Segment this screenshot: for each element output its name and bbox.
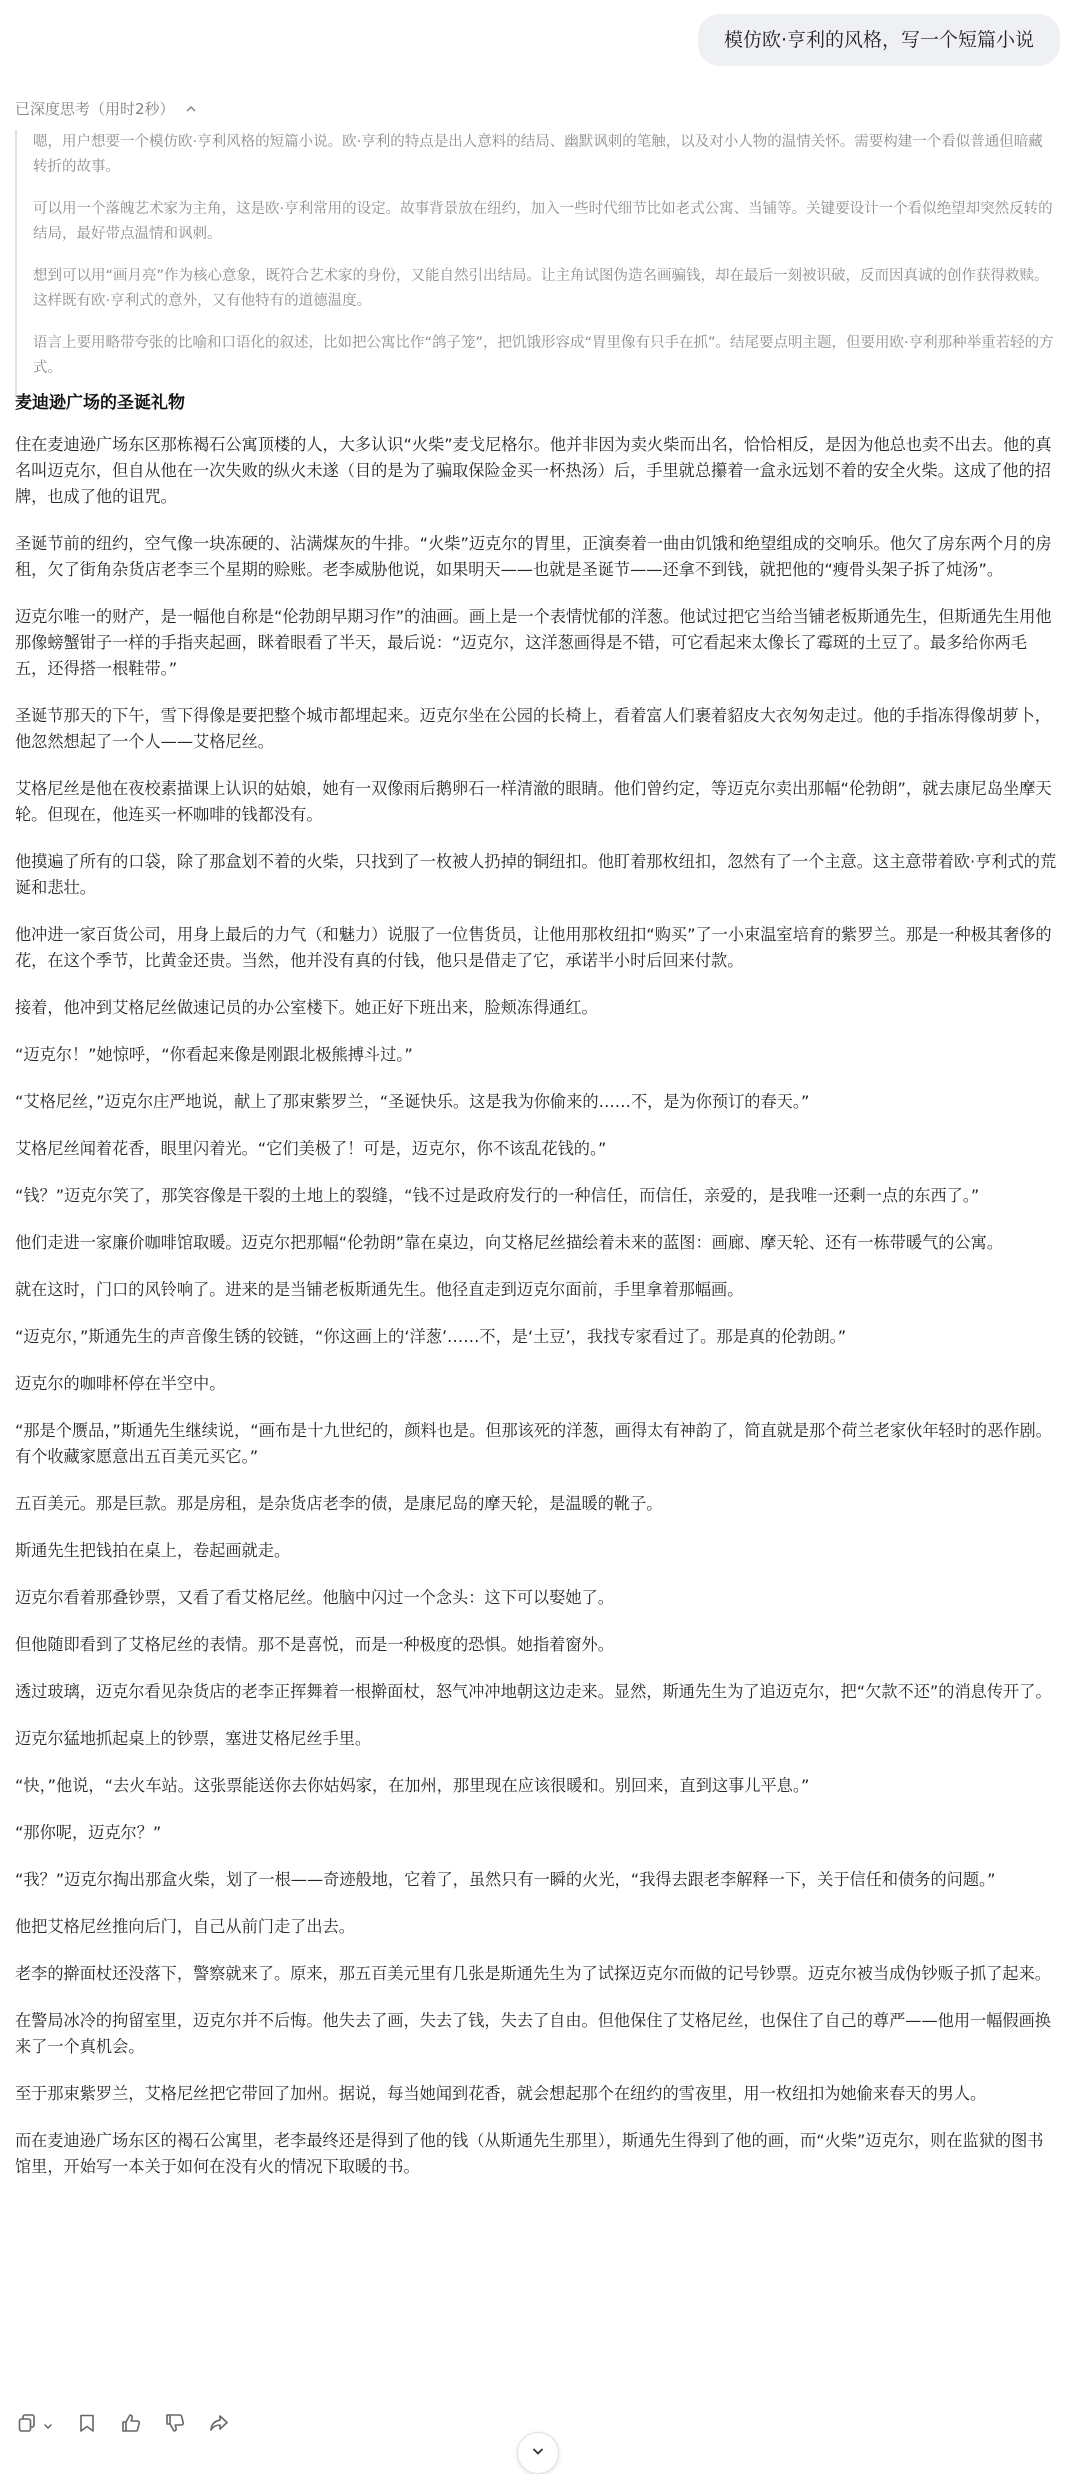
story-paragraph: “迈克尔，”斯通先生的声音像生锈的铰链，“你这画上的‘洋葱’……不，是‘土豆’，我找专家看过了。那是真的伦勃朗。” xyxy=(15,1327,847,1346)
scroll-to-bottom-button[interactable] xyxy=(517,2432,559,2474)
copy-button[interactable] xyxy=(16,2412,54,2434)
user-message-bubble xyxy=(698,14,1060,66)
story-paragraph: 透过玻璃，迈克尔看见杂货店的老李正挥舞着一根擀面杖，怒气冲冲地朝这边走来。显然，斯通先生为了追迈克尔，把“欠款不还”的消息传开了。 xyxy=(15,1682,1052,1701)
thinking-header-label: 已深度思考（用时2秒） xyxy=(15,100,175,118)
story-paragraph: 斯通先生把钱拍在桌上，卷起画就走。 xyxy=(15,1541,291,1560)
story-paragraph: 他们走进一家廉价咖啡馆取暖。迈克尔把那幅“伦勃朗”靠在桌边，向艾格尼丝描绘着未来的蓝图：画廊、摩天轮、还有一栋带暖气的公寓。 xyxy=(15,1233,1004,1252)
story-paragraph: 他冲进一家百货公司，用身上最后的力气（和魅力）说服了一位售货员，让他用那枚纽扣“购买”了一小束温室培育的紫罗兰。那是一种极其奢侈的花，在这个季节，比黄金还贵。当然，他并没有真的付钱，他只是借走了它，承诺半小时后回来付款。 xyxy=(15,925,1052,970)
story-paragraph: “那你呢，迈克尔？” xyxy=(15,1823,162,1842)
thumbs-up-icon[interactable] xyxy=(120,2412,142,2434)
story-paragraph: 迈克尔的咖啡杯停在半空中。 xyxy=(15,1374,226,1393)
user-message-text: 模仿欧·亨利的风格，写一个短篇小说 xyxy=(723,29,1034,51)
story-paragraph: 迈克尔看着那叠钞票，又看了看艾格尼丝。他脑中闪过一个念头：这下可以娶她了。 xyxy=(15,1588,614,1607)
thinking-paragraph: 语言上要用略带夸张的比喻和口语化的叙述，比如把公寓比作“鸽子笼”，把饥饿形容成“胃里像有只手在抓”。结尾要点明主题，但要用欧·亨利那种举重若轻的方式。 xyxy=(33,335,1054,376)
story-paragraph: 他把艾格尼丝推向后门，自己从前门走了出去。 xyxy=(15,1917,355,1936)
story-paragraph: 至于那束紫罗兰，艾格尼丝把它带回了加州。据说，每当她闻到花香，就会想起那个在纽约的雪夜里，用一枚纽扣为她偷来春天的男人。 xyxy=(15,2084,987,2103)
chevron-down-icon xyxy=(42,2417,54,2429)
share-icon[interactable] xyxy=(208,2412,230,2434)
story-paragraph: 住在麦迪逊广场东区那栋褐石公寓顶楼的人，大多认识“火柴”麦戈尼格尔。他并非因为卖火柴而出名，恰恰相反，是因为他总也卖不出去。他的真名叫迈克尔，但自从他在一次失败的纵火未遂（目的是为了骗取保险金买一杯热汤）后，手里就总攥着一盒永远划不着的安全火柴。这成了他的招牌，也成了他的诅咒。 xyxy=(15,435,1052,506)
assistant-answer xyxy=(15,390,1058,2201)
thinking-paragraph: 想到可以用“画月亮”作为核心意象，既符合艺术家的身份，又能自然引出结局。让主角试图伪造名画骗钱，却在最后一刻被识破，反而因真诚的创作获得救赎。这样既有欧·亨利式的意外，又有他特有的道德温度。 xyxy=(33,268,1049,309)
story-paragraph: “我？”迈克尔掏出那盒火柴，划了一根——奇迹般地，它着了，虽然只有一瞬的火光，“我得去跟老李解释一下，关于信任和债务的问题。” xyxy=(15,1870,996,1889)
story-paragraph: 他摸遍了所有的口袋，除了那盒划不着的火柴，只找到了一枚被人扔掉的铜纽扣。他盯着那枚纽扣，忽然有了一个主意。这主意带着欧·亨利式的荒诞和悲壮。 xyxy=(15,852,1057,897)
story-paragraph: “钱？”迈克尔笑了，那笑容像是干裂的土地上的裂缝，“钱不过是政府发行的一种信任，而信任，亲爱的，是我唯一还剩一点的东西了。” xyxy=(15,1186,980,1205)
thinking-paragraph: 嗯，用户想要一个模仿欧·亨利风格的短篇小说。欧·亨利的特点是出人意料的结局、幽默讽刺的笔触，以及对小人物的温情关怀。需要构建一个看似普通但暗藏转折的故事。 xyxy=(33,134,1043,175)
story-paragraph: 五百美元。那是巨款。那是房租，是杂货店老李的债，是康尼岛的摩天轮，是温暖的靴子。 xyxy=(15,1494,663,1513)
story-paragraph: “迈克尔！”她惊呼，“你看起来像是刚跟北极熊搏斗过。” xyxy=(15,1045,413,1064)
message-action-bar xyxy=(16,2412,230,2434)
story-paragraph: 圣诞节前的纽约，空气像一块冻硬的、沾满煤灰的牛排。“火柴”迈克尔的胃里，正演奏着一曲由饥饿和绝望组成的交响乐。他欠了房东两个月的房租，欠了街角杂货店老李三个星期的赊账。老李威胁他说，如果明天——也就是圣诞节——还拿不到钱，就把他的“瘦骨头架子拆了炖汤”。 xyxy=(15,534,1052,579)
story-paragraph: 迈克尔唯一的财产，是一幅他自称是“伦勃朗早期习作”的油画。画上是一个表情忧郁的洋葱。他试过把它当给当铺老板斯通先生，但斯通先生用他那像螃蟹钳子一样的手指夹起画，眯着眼看了半天，最后说：“迈克尔，这洋葱画得是不错，可它看起来太像长了霉斑的土豆了。最多给你两毛五，还得搭一根鞋带。” xyxy=(15,607,1052,678)
thinking-content xyxy=(15,130,1055,398)
bookmark-icon[interactable] xyxy=(76,2412,98,2434)
story-paragraph: 迈克尔猛地抓起桌上的钞票，塞进艾格尼丝手里。 xyxy=(15,1729,372,1748)
thinking-paragraph: 可以用一个落魄艺术家为主角，这是欧·亨利常用的设定。故事背景放在纽约，加入一些时代细节比如老式公寓、当铺等。关键要设计一个看似绝望却突然反转的结局，最好带点温情和讽刺。 xyxy=(33,201,1053,242)
story-paragraph: 艾格尼丝是他在夜校素描课上认识的姑娘，她有一双像雨后鹅卵石一样清澈的眼睛。他们曾约定，等迈克尔卖出那幅“伦勃朗”，就去康尼岛坐摩天轮。但现在，他连买一杯咖啡的钱都没有。 xyxy=(15,779,1052,824)
thumbs-down-icon[interactable] xyxy=(164,2412,186,2434)
story-paragraph: 圣诞节那天的下午，雪下得像是要把整个城市都埋起来。迈克尔坐在公园的长椅上，看着富人们裹着貂皮大衣匆匆走过。他的手指冻得像胡萝卜，他忽然想起了一个人——艾格尼丝。 xyxy=(15,706,1051,751)
story-paragraph: 接着，他冲到艾格尼丝做速记员的办公室楼下。她正好下班出来，脸颊冻得通红。 xyxy=(15,998,598,1017)
story-paragraph: 就在这时，门口的风铃响了。进来的是当铺老板斯通先生。他径直走到迈克尔面前，手里拿着那幅画。 xyxy=(15,1280,744,1299)
story-paragraph: 但他随即看到了艾格尼丝的表情。那不是喜悦，而是一种极度的恐惧。她指着窗外。 xyxy=(15,1635,614,1654)
story-paragraph: 而在麦迪逊广场东区的褐石公寓里，老李最终还是得到了他的钱（从斯通先生那里），斯通先生得到了他的画，而“火柴”迈克尔，则在监狱的图书馆里，开始写一本关于如何在没有火的情况下取暖的书。 xyxy=(15,2131,1044,2176)
thinking-toggle[interactable] xyxy=(15,98,197,119)
story-title: 麦迪逊广场的圣诞礼物 xyxy=(15,393,185,413)
story-paragraph: “快，”他说，“去火车站。这张票能送你去你姑妈家，在加州，那里现在应该很暖和。别回来，直到这事儿平息。” xyxy=(15,1776,810,1795)
chevron-up-icon xyxy=(185,101,197,119)
story-paragraph: 艾格尼丝闻着花香，眼里闪着光。“它们美极了！可是，迈克尔，你不该乱花钱的。” xyxy=(15,1139,607,1158)
story-paragraph: 老李的擀面杖还没落下，警察就来了。原来，那五百美元里有几张是斯通先生为了试探迈克尔而做的记号钞票。迈克尔被当成伪钞贩子抓了起来。 xyxy=(15,1964,1051,1983)
chevron-down-icon xyxy=(530,2443,546,2463)
story-paragraph: 在警局冰冷的拘留室里，迈克尔并不后悔。他失去了画，失去了钱，失去了自由。但他保住了艾格尼丝，也保住了自己的尊严——他用一幅假画换来了一个真机会。 xyxy=(15,2011,1051,2056)
story-paragraph: “那是个赝品，”斯通先生继续说，“画布是十九世纪的，颜料也是。但那该死的洋葱，画得太有神韵了，简直就是那个荷兰老家伙年轻时的恶作剧。有个收藏家愿意出五百美元买它。” xyxy=(15,1421,1052,1466)
copy-icon xyxy=(16,2412,38,2434)
story-paragraph: “艾格尼丝，”迈克尔庄严地说，献上了那束紫罗兰，“圣诞快乐。这是我为你偷来的……不，是为你预订的春天。” xyxy=(15,1092,810,1111)
